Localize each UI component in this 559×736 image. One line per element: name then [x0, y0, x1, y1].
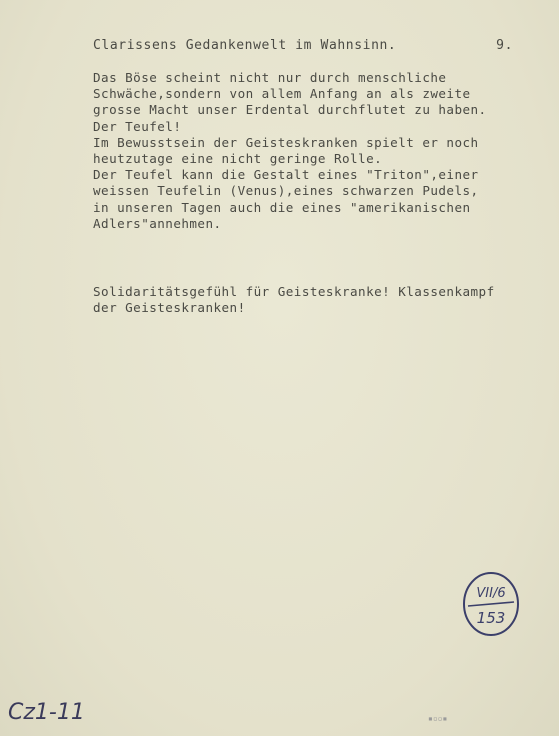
stamp-bottom-text: 153 — [476, 609, 506, 627]
text-line: heutzutage eine nicht geringe Rolle. — [93, 151, 383, 167]
text-line: weissen Teufelin (Venus),eines schwarzen Pudels, — [93, 183, 479, 199]
text-line: der Geisteskranken! — [93, 300, 246, 316]
handwritten-note: Cz1-11 — [8, 700, 85, 725]
text-line: Der Teufel! — [93, 118, 182, 134]
text-line: Schwäche,sondern von allem Anfang an als zweite — [93, 86, 471, 102]
main-text — [93, 70, 533, 232]
stamp-top-text: VII/6 — [476, 586, 506, 601]
text-line: Der Teufel kann die Gestalt eines "Triton",einer — [93, 167, 479, 183]
faint-mark: ▪▫▫▪ — [428, 714, 448, 723]
slogan-text — [93, 284, 553, 316]
archive-stamp — [460, 570, 522, 638]
text-line: Solidaritätsgefühl für Geisteskranke! Klassenkampf — [93, 284, 495, 299]
text-line: Adlers"annehmen. — [93, 215, 222, 231]
text-line: in unseren Tagen auch die eines "amerikanischen — [93, 199, 471, 215]
page-number: 9. — [496, 38, 513, 53]
page-header — [93, 38, 513, 56]
text-line: Das Böse scheint nicht nur durch menschliche — [93, 70, 447, 85]
text-line: grosse Macht unser Erdental durchflutet zu haben. — [93, 102, 487, 118]
text-line: Im Bewusstsein der Geisteskranken spielt er noch — [93, 134, 479, 150]
page-title: Clarissens Gedankenwelt im Wahnsinn. — [93, 38, 397, 53]
